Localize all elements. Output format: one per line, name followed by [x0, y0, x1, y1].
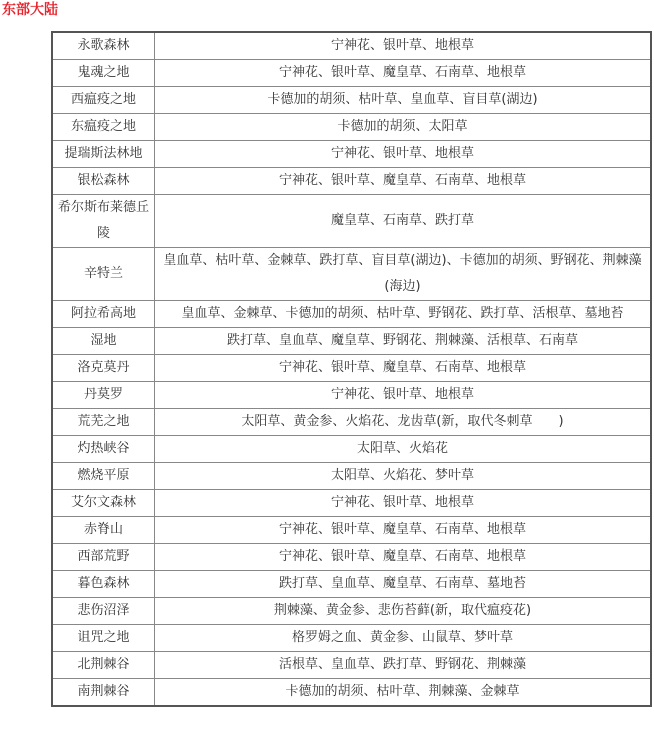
zone-cell: 希尔斯布莱德丘陵	[52, 195, 155, 248]
table-row	[52, 114, 651, 141]
zone-cell: 赤脊山	[52, 517, 155, 544]
zone-cell: 银松森林	[52, 168, 155, 195]
zone-cell: 西瘟疫之地	[52, 87, 155, 114]
zone-cell: 荒芜之地	[52, 409, 155, 436]
table-row	[52, 301, 651, 328]
herbs-cell: 跌打草、皇血草、魔皇草、野钢花、荆棘藻、活根草、石南草	[155, 328, 652, 355]
table-row	[52, 544, 651, 571]
section-title: 东部大陆	[2, 2, 58, 18]
herbs-cell: 宁神花、银叶草、魔皇草、石南草、地根草	[155, 355, 652, 382]
zone-cell: 悲伤沼泽	[52, 598, 155, 625]
table-row	[52, 463, 651, 490]
zone-cell: 鬼魂之地	[52, 60, 155, 87]
herbs-cell: 荆棘藻、黄金参、悲伤苔藓(新，取代瘟疫花)	[155, 598, 652, 625]
table-row	[52, 679, 651, 707]
zone-cell: 暮色森林	[52, 571, 155, 598]
herb-distribution-table	[51, 31, 652, 707]
table-row	[52, 87, 651, 114]
herbs-cell: 宁神花、银叶草、魔皇草、石南草、地根草	[155, 60, 652, 87]
table-row	[52, 195, 651, 248]
table-row	[52, 571, 651, 598]
table-row	[52, 517, 651, 544]
table-row	[52, 652, 651, 679]
zone-cell: 东瘟疫之地	[52, 114, 155, 141]
herbs-cell: 卡德加的胡须、枯叶草、皇血草、盲目草(湖边)	[155, 87, 652, 114]
zone-cell: 丹莫罗	[52, 382, 155, 409]
table-row	[52, 382, 651, 409]
herbs-cell: 太阳草、火焰花、梦叶草	[155, 463, 652, 490]
table-row	[52, 355, 651, 382]
zone-cell: 辛特兰	[52, 248, 155, 301]
herbs-cell: 皇血草、枯叶草、金棘草、跌打草、盲目草(湖边)、卡德加的胡须、野钢花、荆棘藻(海边)	[155, 248, 652, 301]
herbs-cell: 卡德加的胡须、太阳草	[155, 114, 652, 141]
zone-cell: 艾尔文森林	[52, 490, 155, 517]
table-row	[52, 625, 651, 652]
herbs-cell: 跌打草、皇血草、魔皇草、石南草、墓地苔	[155, 571, 652, 598]
zone-cell: 西部荒野	[52, 544, 155, 571]
herbs-cell: 宁神花、银叶草、魔皇草、石南草、地根草	[155, 544, 652, 571]
herbs-cell: 太阳草、火焰花	[155, 436, 652, 463]
herbs-cell: 格罗姆之血、黄金参、山鼠草、梦叶草	[155, 625, 652, 652]
herbs-cell: 宁神花、银叶草、地根草	[155, 32, 652, 60]
table-row	[52, 436, 651, 463]
zone-cell: 提瑞斯法林地	[52, 141, 155, 168]
herbs-cell: 活根草、皇血草、跌打草、野钢花、荆棘藻	[155, 652, 652, 679]
table-row	[52, 32, 651, 60]
herbs-cell: 宁神花、银叶草、地根草	[155, 382, 652, 409]
herbs-cell: 卡德加的胡须、枯叶草、荆棘藻、金棘草	[155, 679, 652, 707]
zone-cell: 南荆棘谷	[52, 679, 155, 707]
zone-cell: 诅咒之地	[52, 625, 155, 652]
zone-cell: 湿地	[52, 328, 155, 355]
table-row	[52, 328, 651, 355]
table-row	[52, 248, 651, 301]
herbs-cell: 宁神花、银叶草、地根草	[155, 490, 652, 517]
zone-cell: 阿拉希高地	[52, 301, 155, 328]
zone-cell: 北荆棘谷	[52, 652, 155, 679]
table-row	[52, 141, 651, 168]
table-row	[52, 168, 651, 195]
herbs-cell: 太阳草、黄金参、火焰花、龙齿草(新，取代冬刺草 )	[155, 409, 652, 436]
herbs-cell: 宁神花、银叶草、地根草	[155, 141, 652, 168]
herbs-cell: 宁神花、银叶草、魔皇草、石南草、地根草	[155, 168, 652, 195]
table-row	[52, 490, 651, 517]
table-row	[52, 409, 651, 436]
zone-cell: 燃烧平原	[52, 463, 155, 490]
zone-cell: 永歌森林	[52, 32, 155, 60]
table-row	[52, 60, 651, 87]
zone-cell: 灼热峡谷	[52, 436, 155, 463]
herbs-cell: 宁神花、银叶草、魔皇草、石南草、地根草	[155, 517, 652, 544]
zone-cell: 洛克莫丹	[52, 355, 155, 382]
table-row	[52, 598, 651, 625]
herbs-cell: 魔皇草、石南草、跌打草	[155, 195, 652, 248]
herbs-cell: 皇血草、金棘草、卡德加的胡须、枯叶草、野钢花、跌打草、活根草、墓地苔	[155, 301, 652, 328]
